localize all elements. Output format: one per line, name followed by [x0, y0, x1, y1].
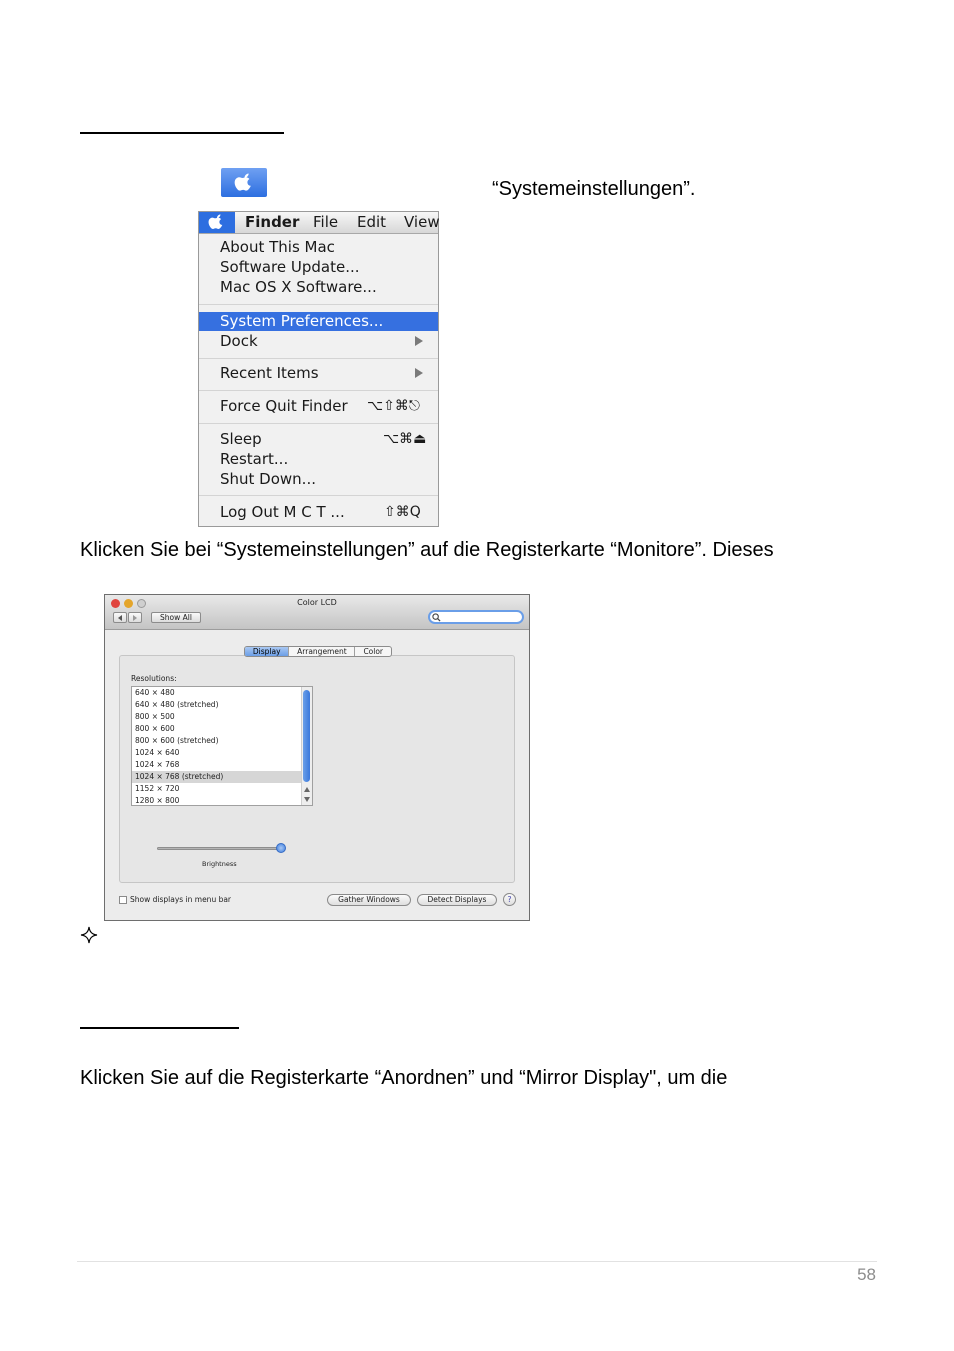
scroll-down-arrow-icon [304, 797, 310, 802]
detect-displays-button[interactable]: Detect Displays [417, 894, 497, 906]
menu-item-software-update[interactable]: Software Update... [220, 258, 360, 276]
display-preferences-window [104, 594, 530, 921]
sleep-shortcut: ⌥⌘⏏ [383, 431, 427, 447]
list-item[interactable]: 1024 × 640 [135, 748, 180, 757]
tab-arrangement[interactable]: Arrangement [289, 647, 355, 656]
apple-menu-tile [221, 168, 267, 197]
section-heading-rule [80, 132, 284, 134]
list-item-selected[interactable]: 1024 × 768 (stretched) [132, 771, 301, 783]
sparkle-icon [80, 926, 98, 944]
back-button[interactable] [113, 612, 127, 623]
brightness-label: Brightness [202, 860, 237, 868]
apple-logo-icon [234, 173, 254, 193]
menubar-finder[interactable]: Finder [245, 213, 300, 231]
page-number: 58 [857, 1265, 876, 1284]
list-item[interactable]: 640 × 480 [135, 688, 175, 697]
search-icon [432, 613, 441, 622]
search-field[interactable] [428, 610, 524, 624]
menu-bar [199, 212, 438, 234]
menu-item-restart[interactable]: Restart... [220, 450, 289, 468]
tab-color[interactable]: Color [363, 647, 384, 656]
list-item[interactable]: 640 × 480 (stretched) [135, 700, 219, 709]
list-item[interactable]: 800 × 500 [135, 712, 175, 721]
list-item[interactable]: 1280 × 800 [135, 796, 180, 805]
scroll-up-arrow-icon [304, 787, 310, 792]
section-heading-rule [80, 1027, 239, 1029]
resolutions-list[interactable] [131, 686, 313, 806]
footer-divider [77, 1261, 877, 1262]
menu-separator [199, 358, 438, 359]
menu-item-about[interactable]: About This Mac [220, 238, 335, 256]
help-button[interactable]: ? [503, 893, 516, 906]
intro-quote: “Systemeinstellungen”. [492, 178, 696, 200]
apple-menu-button[interactable] [199, 212, 235, 233]
scrollbar-thumb[interactable] [303, 690, 310, 782]
menu-separator [199, 304, 438, 305]
forward-button[interactable] [128, 612, 142, 623]
apple-logo-icon [208, 214, 225, 231]
list-item[interactable]: 800 × 600 [135, 724, 175, 733]
menu-item-sleep[interactable]: Sleep [220, 430, 262, 448]
menu-separator [199, 495, 438, 496]
submenu-arrow-icon [415, 336, 423, 346]
menubar-edit[interactable]: Edit [357, 213, 387, 231]
list-item[interactable]: 800 × 600 (stretched) [135, 736, 219, 745]
list-item[interactable]: 1152 × 720 [135, 784, 180, 793]
tab-bar [244, 646, 392, 657]
menu-item-log-out[interactable]: Log Out M C T ... [220, 503, 345, 521]
menu-separator [199, 423, 438, 424]
paragraph-arrangement-tab: Klicken Sie auf die Registerkarte “Anordnen” und “Mirror Display", um die [80, 1067, 728, 1089]
brightness-slider-knob[interactable] [276, 843, 286, 853]
window-toolbar [105, 595, 529, 630]
menu-item-recent-items[interactable]: Recent Items [220, 364, 319, 382]
log-out-shortcut: ⇧⌘Q [384, 504, 421, 520]
paragraph-monitor-tab: Klicken Sie bei “Systemeinstellungen” auf die Registerkarte “Monitore”. Dieses [80, 539, 774, 561]
menu-item-system-preferences[interactable]: System Preferences... [220, 312, 384, 330]
menu-item-mac-os-software[interactable]: Mac OS X Software... [220, 278, 377, 296]
menubar-view[interactable]: View [404, 213, 440, 231]
brightness-slider-track[interactable] [157, 847, 281, 850]
show-all-button[interactable]: Show All [151, 612, 201, 623]
scrollbar[interactable] [301, 687, 312, 805]
menu-item-force-quit[interactable]: Force Quit Finder [220, 397, 348, 415]
menu-separator [199, 390, 438, 391]
menubar-file[interactable]: File [313, 213, 339, 231]
tab-display[interactable]: Display [245, 647, 289, 656]
resolutions-label: Resolutions: [131, 674, 177, 683]
apple-menu-screenshot [198, 211, 439, 527]
menu-item-dock[interactable]: Dock [220, 332, 258, 350]
force-quit-shortcut: ⌥⇧⌘⎋ [367, 398, 420, 414]
menu-item-shut-down[interactable]: Shut Down... [220, 470, 316, 488]
list-item[interactable]: 1024 × 768 [135, 760, 180, 769]
gather-windows-button[interactable]: Gather Windows [327, 894, 411, 906]
show-displays-checkbox[interactable] [119, 896, 127, 904]
window-title: Color LCD [297, 598, 337, 607]
submenu-arrow-icon [415, 368, 423, 378]
show-displays-label: Show displays in menu bar [130, 895, 232, 904]
